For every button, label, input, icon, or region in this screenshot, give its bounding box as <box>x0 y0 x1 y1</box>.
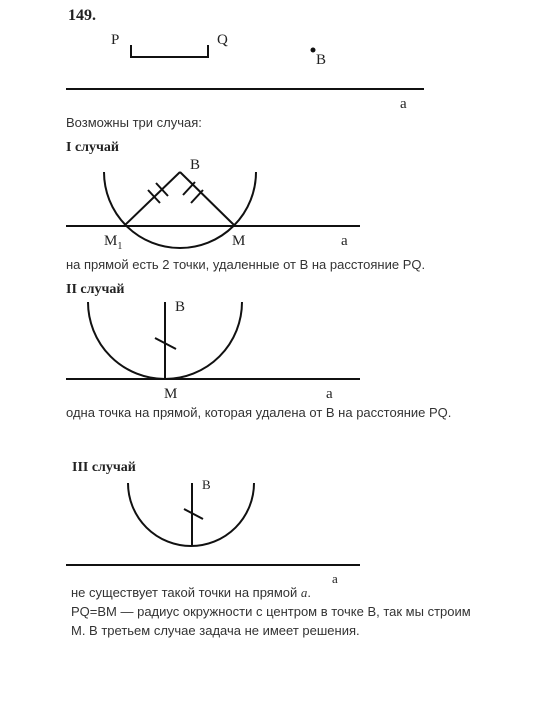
segment-pq <box>131 45 208 57</box>
case1-title: I случай <box>66 140 119 155</box>
problem-number: 149. <box>68 7 96 24</box>
point-b-dot <box>311 48 316 53</box>
case2-label-b: B <box>175 299 186 315</box>
case3-text-3: M. В третьем случае задача не имеет решения. <box>71 623 360 638</box>
label-q: Q <box>217 32 228 48</box>
case3-title: III случай <box>72 460 136 475</box>
case2-label-a: a <box>326 386 333 402</box>
case1-label-a: a <box>341 233 348 249</box>
label-a-top: a <box>400 96 407 112</box>
case1-tick-3 <box>183 182 195 195</box>
case2-label-m: M <box>164 386 178 402</box>
case1-label-m1: $M_1$ <box>104 233 123 252</box>
case2-title: II случай <box>66 282 125 297</box>
label-b-top: B <box>316 52 327 68</box>
case1-segment-bm <box>180 172 235 226</box>
case3-label-b: B <box>202 477 211 492</box>
intro-text: Возможны три случая: <box>66 115 202 130</box>
case1-segment-bm1 <box>124 172 180 226</box>
case1-label-m: M <box>232 233 246 249</box>
case2-text: одна точка на прямой, которая удалена от B на расстояние PQ. <box>66 405 452 420</box>
case1-label-b: B <box>190 157 201 173</box>
case3-label-a: a <box>332 571 338 586</box>
case1-text: на прямой есть 2 точки, удаленные от B на расстояние PQ. <box>66 257 426 272</box>
case3-tick <box>184 509 203 519</box>
case3-text-2: PQ=BM — радиус окружности с центром в точке B, так мы строим <box>71 604 471 619</box>
case3-text-1: не существует такой точки на прямой a. <box>71 585 312 600</box>
label-p: P <box>111 32 120 48</box>
case1-tick-4 <box>191 190 203 203</box>
